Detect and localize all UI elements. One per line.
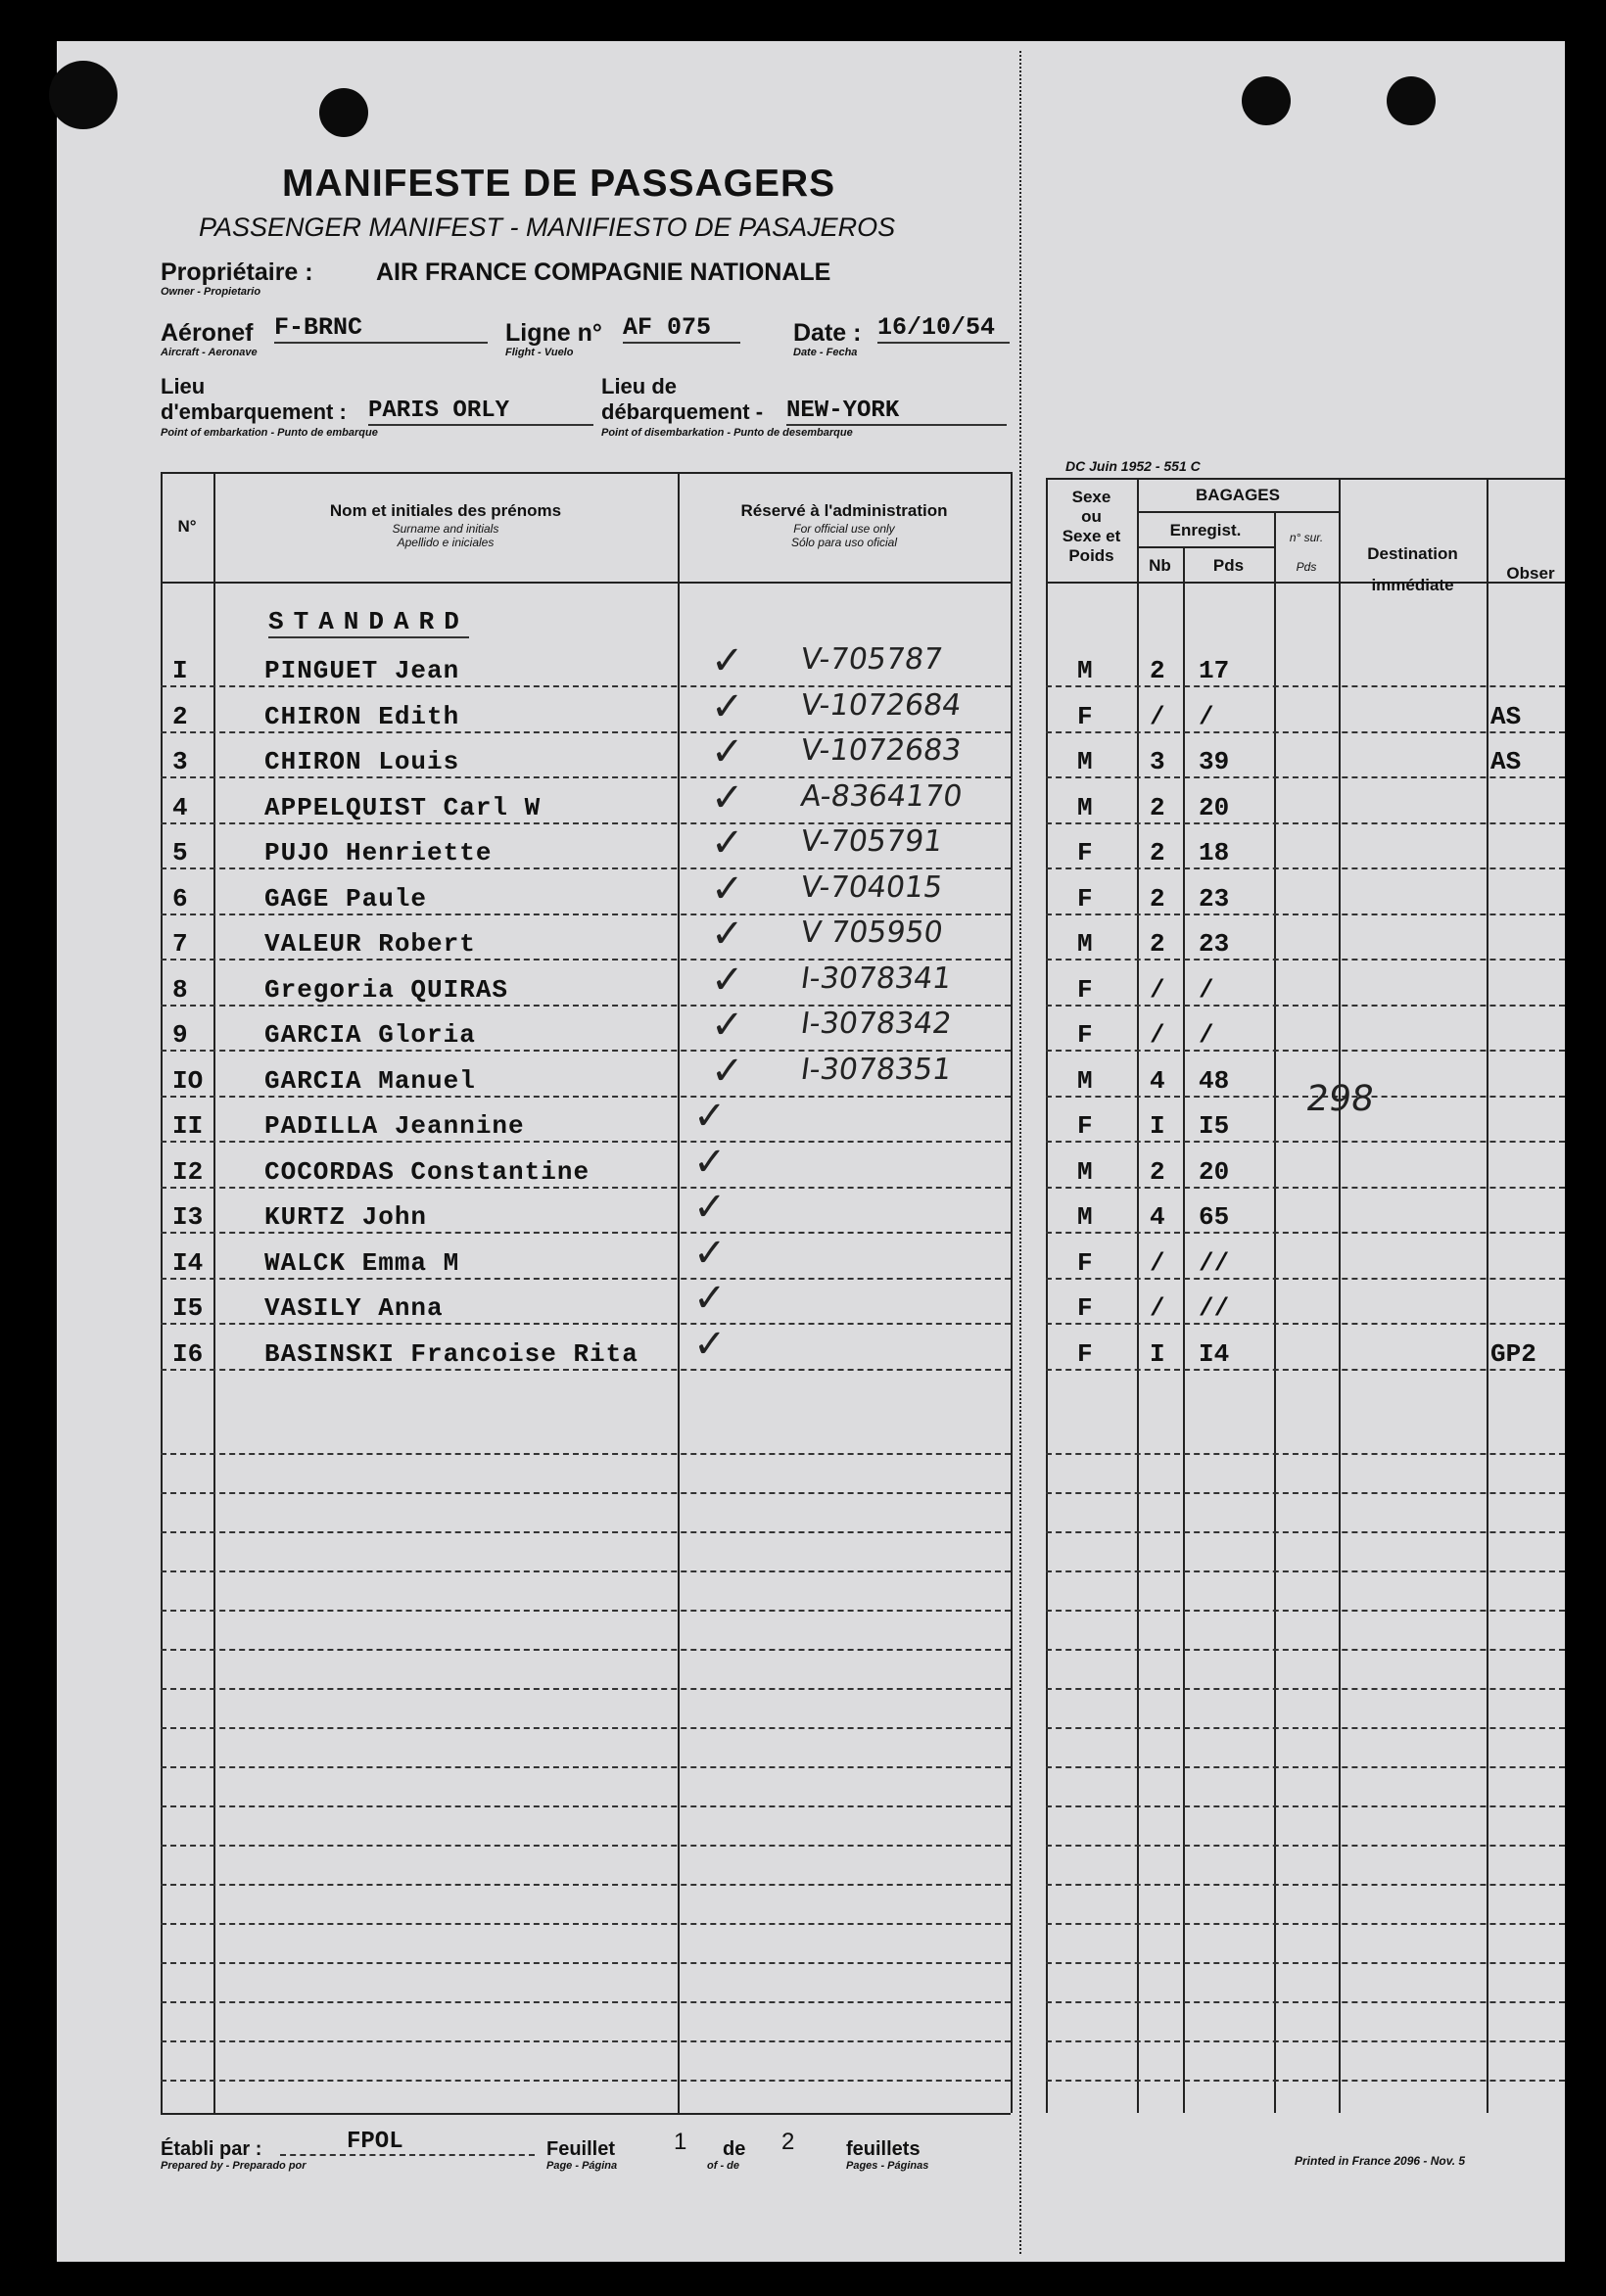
embark-label-1: Lieu xyxy=(161,374,206,398)
passenger-name: BASINSKI Francoise Rita xyxy=(264,1339,638,1369)
sex: M xyxy=(1077,793,1093,822)
table-top-left xyxy=(161,472,1011,474)
sheets-label: feuillets xyxy=(846,2138,921,2160)
passenger-name: CHIRON Edith xyxy=(264,702,460,731)
admin-reference: I-3078341 xyxy=(798,961,954,996)
row-number: 4 xyxy=(172,793,188,822)
embark-value: PARIS ORLY xyxy=(368,398,593,426)
col-line-sex xyxy=(1137,478,1139,2113)
col-header-dest-2: immédiate xyxy=(1371,576,1454,594)
baggage-weight: I5 xyxy=(1199,1111,1230,1141)
admin-reference: V-705791 xyxy=(798,824,945,859)
admin-reference: V-704015 xyxy=(798,870,945,905)
empty-row-line xyxy=(161,1845,1011,1847)
col-header-dest-1: Destination xyxy=(1367,544,1458,563)
col-header-admin-es: Sólo para uso oficial xyxy=(790,536,898,549)
of-label: de xyxy=(723,2138,746,2160)
col-header-sex-3: Sexe et xyxy=(1062,527,1121,545)
col-header-no: N° xyxy=(177,517,197,536)
col-header-admin: Réservé à l'administration xyxy=(740,501,948,520)
check-mark: ✓ xyxy=(711,867,744,912)
row-number: IO xyxy=(172,1066,204,1096)
empty-row-line-right xyxy=(1046,1531,1565,1533)
check-mark: ✓ xyxy=(711,912,744,957)
row-line-right xyxy=(1046,867,1565,869)
sex: F xyxy=(1077,975,1093,1005)
footer-top-line xyxy=(161,2113,1011,2115)
prepared-label: Établi par : xyxy=(161,2138,262,2160)
empty-row-line xyxy=(161,1492,1011,1494)
admin-reference: I-3078351 xyxy=(798,1053,954,1087)
baggage-count: / xyxy=(1150,702,1165,731)
row-number: 5 xyxy=(172,838,188,867)
admin-reference: V-1072683 xyxy=(798,733,964,768)
owner-value: AIR FRANCE COMPAGNIE NATIONALE xyxy=(376,258,831,286)
passenger-name: GAGE Paule xyxy=(264,884,428,914)
empty-row-line xyxy=(161,1727,1011,1729)
sex: M xyxy=(1077,656,1093,685)
sex: F xyxy=(1077,1293,1093,1323)
embark-label-2: d'embarquement : xyxy=(161,399,347,424)
sex: F xyxy=(1077,1020,1093,1050)
sex: F xyxy=(1077,1248,1093,1278)
owner-label: Propriétaire : xyxy=(161,258,313,286)
row-line-right xyxy=(1046,731,1565,733)
col-line-sex-left xyxy=(1046,478,1048,2113)
row-line xyxy=(161,1278,1011,1280)
row-line xyxy=(161,1050,1011,1052)
sex: M xyxy=(1077,1066,1093,1096)
empty-row-line xyxy=(161,1453,1011,1455)
admin-reference: A-8364170 xyxy=(798,779,965,814)
empty-row-line-right xyxy=(1046,1610,1565,1612)
row-line-right xyxy=(1046,1232,1565,1234)
passenger-name: PADILLA Jeannine xyxy=(264,1111,525,1141)
baggage-count: 3 xyxy=(1150,747,1165,776)
prepared-sublabel: Prepared by - Preparado por xyxy=(161,2160,307,2172)
check-mark: ✓ xyxy=(711,729,744,774)
check-mark: ✓ xyxy=(711,1049,744,1094)
check-mark: ✓ xyxy=(693,1276,727,1321)
row-number: I2 xyxy=(172,1157,204,1187)
empty-row-line-right xyxy=(1046,1727,1565,1729)
col-header-name-en: Surname and initials xyxy=(392,522,499,536)
baggage-count: 2 xyxy=(1150,1157,1165,1187)
bagages-divider xyxy=(1137,511,1339,513)
aircraft-label: Aéronef xyxy=(161,319,254,347)
check-mark: ✓ xyxy=(693,1231,727,1276)
prepared-line xyxy=(280,2154,535,2156)
class-label: STANDARD xyxy=(268,607,469,636)
row-number: I6 xyxy=(172,1339,204,1369)
check-mark: ✓ xyxy=(711,775,744,820)
passenger-name: APPELQUIST Carl W xyxy=(264,793,542,822)
row-line xyxy=(161,1232,1011,1234)
date-sublabel: Date - Fecha xyxy=(793,347,858,358)
col-line-nb xyxy=(1183,546,1185,2113)
sheet-label: Feuillet xyxy=(546,2138,616,2160)
row-line-right xyxy=(1046,1005,1565,1007)
observation: GP2 xyxy=(1490,1339,1536,1369)
empty-row-line-right xyxy=(1046,1688,1565,1690)
row-line-right xyxy=(1046,1141,1565,1143)
baggage-weight: 20 xyxy=(1199,793,1230,822)
empty-row-line xyxy=(161,2040,1011,2042)
sex: F xyxy=(1077,1111,1093,1141)
row-line-right xyxy=(1046,776,1565,778)
row-line-right xyxy=(1046,685,1565,687)
sheets-sublabel: Pages - Páginas xyxy=(846,2160,929,2172)
total-weight: 298 xyxy=(1303,1079,1377,1119)
baggage-weight: 18 xyxy=(1199,838,1230,867)
passenger-name: Gregoria QUIRAS xyxy=(264,975,509,1005)
prepared-value: FPOL xyxy=(347,2129,403,2155)
col-header-nb: Nb xyxy=(1149,556,1171,575)
empty-row-line xyxy=(161,1766,1011,1768)
baggage-count: / xyxy=(1150,975,1165,1005)
check-mark: ✓ xyxy=(693,1322,727,1367)
empty-row-line xyxy=(161,2080,1011,2082)
empty-row-line xyxy=(161,1610,1011,1612)
check-mark: ✓ xyxy=(693,1094,727,1139)
disembark-value: NEW-YORK xyxy=(786,398,1007,426)
col-header-sex-2: ou xyxy=(1081,507,1102,526)
col-line-dest xyxy=(1487,478,1488,2113)
baggage-weight: / xyxy=(1199,1020,1214,1050)
empty-row-line-right xyxy=(1046,1884,1565,1886)
col-header-obs: Obser xyxy=(1506,564,1555,583)
admin-reference: V-1072684 xyxy=(798,688,964,723)
check-mark: ✓ xyxy=(711,684,744,729)
passenger-name: PINGUET Jean xyxy=(264,656,460,685)
sex: M xyxy=(1077,929,1093,959)
empty-row-line xyxy=(161,2001,1011,2003)
empty-row-line xyxy=(161,1884,1011,1886)
empty-row-line-right xyxy=(1046,2001,1565,2003)
row-line xyxy=(161,867,1011,869)
sex: F xyxy=(1077,884,1093,914)
of-value: 2 xyxy=(781,2129,795,2155)
empty-row-line xyxy=(161,1688,1011,1690)
col-header-sup-2: Pds xyxy=(1296,560,1317,574)
empty-row-line xyxy=(161,1531,1011,1533)
baggage-weight: 65 xyxy=(1199,1202,1230,1232)
baggage-weight: // xyxy=(1199,1248,1230,1278)
row-number: I5 xyxy=(172,1293,204,1323)
row-number: I xyxy=(172,656,188,685)
header-bottom-left xyxy=(161,582,1011,584)
check-mark: ✓ xyxy=(711,820,744,866)
fold-line xyxy=(1019,51,1027,2254)
empty-row-line-right xyxy=(1046,1649,1565,1651)
punch-hole-second xyxy=(319,88,368,137)
empty-row-line xyxy=(161,1805,1011,1807)
row-line-right xyxy=(1046,1050,1565,1052)
row-line-right xyxy=(1046,1187,1565,1189)
embark-sublabel: Point of embarkation - Punto de embarque xyxy=(161,427,378,439)
empty-row-line xyxy=(161,1962,1011,1964)
baggage-count: I xyxy=(1150,1339,1165,1369)
check-mark: ✓ xyxy=(711,1003,744,1048)
row-line xyxy=(161,1323,1011,1325)
disembark-label-2: débarquement - xyxy=(601,399,764,424)
col-header-pds: Pds xyxy=(1212,556,1245,575)
row-number: 6 xyxy=(172,884,188,914)
empty-row-line-right xyxy=(1046,1766,1565,1768)
sex: M xyxy=(1077,747,1093,776)
row-line-right xyxy=(1046,1278,1565,1280)
passenger-name: KURTZ John xyxy=(264,1202,428,1232)
row-line-right xyxy=(1046,822,1565,824)
sheet-sublabel: Page - Página xyxy=(546,2160,618,2172)
baggage-count: / xyxy=(1150,1020,1165,1050)
disembark-label-1: Lieu de xyxy=(601,374,678,398)
empty-row-line-right xyxy=(1046,1492,1565,1494)
baggage-weight: // xyxy=(1199,1293,1230,1323)
col-header-enreg: Enregist. xyxy=(1169,521,1242,539)
empty-row-line-right xyxy=(1046,1570,1565,1572)
empty-row-line xyxy=(161,1923,1011,1925)
check-mark: ✓ xyxy=(693,1185,727,1230)
passenger-name: VALEUR Robert xyxy=(264,929,476,959)
check-mark: ✓ xyxy=(693,1140,727,1185)
baggage-weight: / xyxy=(1199,702,1214,731)
passenger-name: PUJO Henriette xyxy=(264,838,493,867)
baggage-count: 2 xyxy=(1150,884,1165,914)
baggage-weight: 23 xyxy=(1199,884,1230,914)
passenger-name: WALCK Emma M xyxy=(264,1248,460,1278)
admin-reference: I-3078342 xyxy=(798,1007,954,1041)
baggage-weight: 17 xyxy=(1199,656,1230,685)
empty-row-line-right xyxy=(1046,1453,1565,1455)
empty-row-line xyxy=(161,1649,1011,1651)
row-number: II xyxy=(172,1111,204,1141)
baggage-weight: 20 xyxy=(1199,1157,1230,1187)
check-mark: ✓ xyxy=(711,958,744,1003)
col-line-sup xyxy=(1339,478,1341,2113)
enreg-divider xyxy=(1137,546,1274,548)
row-number: I3 xyxy=(172,1202,204,1232)
passenger-name: VASILY Anna xyxy=(264,1293,444,1323)
col-line-name xyxy=(678,472,680,2113)
baggage-weight: 39 xyxy=(1199,747,1230,776)
manifest-sheet xyxy=(57,41,1565,2262)
row-number: 7 xyxy=(172,929,188,959)
empty-row-line-right xyxy=(1046,1845,1565,1847)
baggage-weight: 23 xyxy=(1199,929,1230,959)
row-line xyxy=(161,1187,1011,1189)
col-line-no xyxy=(213,472,215,2113)
baggage-count: 4 xyxy=(1150,1066,1165,1096)
owner-sublabel: Owner - Propietario xyxy=(161,286,261,298)
sheet-value: 1 xyxy=(674,2129,687,2155)
row-line xyxy=(161,959,1011,961)
baggage-count: 2 xyxy=(1150,793,1165,822)
flight-sublabel: Flight - Vuelo xyxy=(505,347,574,358)
col-header-sex-1: Sexe xyxy=(1071,488,1111,506)
baggage-count: / xyxy=(1150,1248,1165,1278)
row-number: 2 xyxy=(172,702,188,731)
col-line-pds xyxy=(1274,511,1276,2113)
printed-note: Printed in France 2096 - Nov. 5 xyxy=(1295,2154,1466,2168)
col-header-sup-1: n° sur. xyxy=(1289,531,1324,544)
sex: F xyxy=(1077,702,1093,731)
sex: F xyxy=(1077,1339,1093,1369)
col-header-admin-en: For official use only xyxy=(793,522,895,536)
row-line xyxy=(161,1369,1011,1371)
row-number: 8 xyxy=(172,975,188,1005)
page-title: MANIFESTE DE PASSAGERS xyxy=(282,163,836,205)
passenger-name: COCORDAS Constantine xyxy=(264,1157,590,1187)
date-value: 16/10/54 xyxy=(877,313,1010,344)
empty-row-line-right xyxy=(1046,2080,1565,2082)
row-line xyxy=(161,685,1011,687)
row-number: 3 xyxy=(172,747,188,776)
col-header-name-es: Apellido e iniciales xyxy=(397,536,495,549)
baggage-weight: / xyxy=(1199,975,1214,1005)
sex: M xyxy=(1077,1202,1093,1232)
row-line-right xyxy=(1046,1369,1565,1371)
row-line-right xyxy=(1046,1323,1565,1325)
row-line xyxy=(161,776,1011,778)
date-label: Date : xyxy=(793,319,862,347)
admin-reference: V-705787 xyxy=(798,642,945,677)
col-line-left xyxy=(161,472,163,2113)
empty-row-line-right xyxy=(1046,1805,1565,1807)
row-line-right xyxy=(1046,1096,1565,1098)
of-sublabel: of - de xyxy=(707,2160,739,2172)
baggage-count: 2 xyxy=(1150,929,1165,959)
punch-hole-left xyxy=(49,61,118,129)
passenger-name: CHIRON Louis xyxy=(264,747,460,776)
baggage-count: I xyxy=(1150,1111,1165,1141)
passenger-name: GARCIA Manuel xyxy=(264,1066,476,1096)
disembark-sublabel: Point of disembarkation - Punto de desembarque xyxy=(601,427,853,439)
observation: AS xyxy=(1490,747,1522,776)
empty-row-line-right xyxy=(1046,2040,1565,2042)
empty-row-line-right xyxy=(1046,1923,1565,1925)
check-mark: ✓ xyxy=(711,638,744,683)
sex: M xyxy=(1077,1157,1093,1187)
admin-reference: V 705950 xyxy=(798,915,946,950)
baggage-weight: I4 xyxy=(1199,1339,1230,1369)
empty-row-line-right xyxy=(1046,1962,1565,1964)
passenger-name: GARCIA Gloria xyxy=(264,1020,476,1050)
baggage-count: 2 xyxy=(1150,838,1165,867)
punch-hole-third xyxy=(1242,76,1291,125)
row-line xyxy=(161,1096,1011,1098)
col-header-bagages: BAGAGES xyxy=(1196,486,1280,504)
punch-hole-right xyxy=(1387,76,1436,125)
row-number: I4 xyxy=(172,1248,204,1278)
row-line-right xyxy=(1046,914,1565,915)
flight-value: AF 075 xyxy=(623,313,740,344)
observation: AS xyxy=(1490,702,1522,731)
form-code: DC Juin 1952 - 551 C xyxy=(1065,458,1201,474)
aircraft-sublabel: Aircraft - Aeronave xyxy=(161,347,258,358)
col-header-sex-4: Poids xyxy=(1068,546,1114,565)
col-header-name: Nom et initiales des prénoms xyxy=(329,501,562,520)
row-number: 9 xyxy=(172,1020,188,1050)
baggage-count: 4 xyxy=(1150,1202,1165,1232)
row-line xyxy=(161,1141,1011,1143)
row-line-right xyxy=(1046,959,1565,961)
flight-label: Ligne n° xyxy=(505,319,602,347)
baggage-count: 2 xyxy=(1150,656,1165,685)
col-line-admin xyxy=(1011,472,1013,2113)
page-subtitle: PASSENGER MANIFEST - MANIFIESTO DE PASAJEROS xyxy=(199,212,896,242)
aircraft-value: F-BRNC xyxy=(274,313,488,344)
sex: F xyxy=(1077,838,1093,867)
baggage-count: / xyxy=(1150,1293,1165,1323)
empty-row-line xyxy=(161,1570,1011,1572)
baggage-weight: 48 xyxy=(1199,1066,1230,1096)
